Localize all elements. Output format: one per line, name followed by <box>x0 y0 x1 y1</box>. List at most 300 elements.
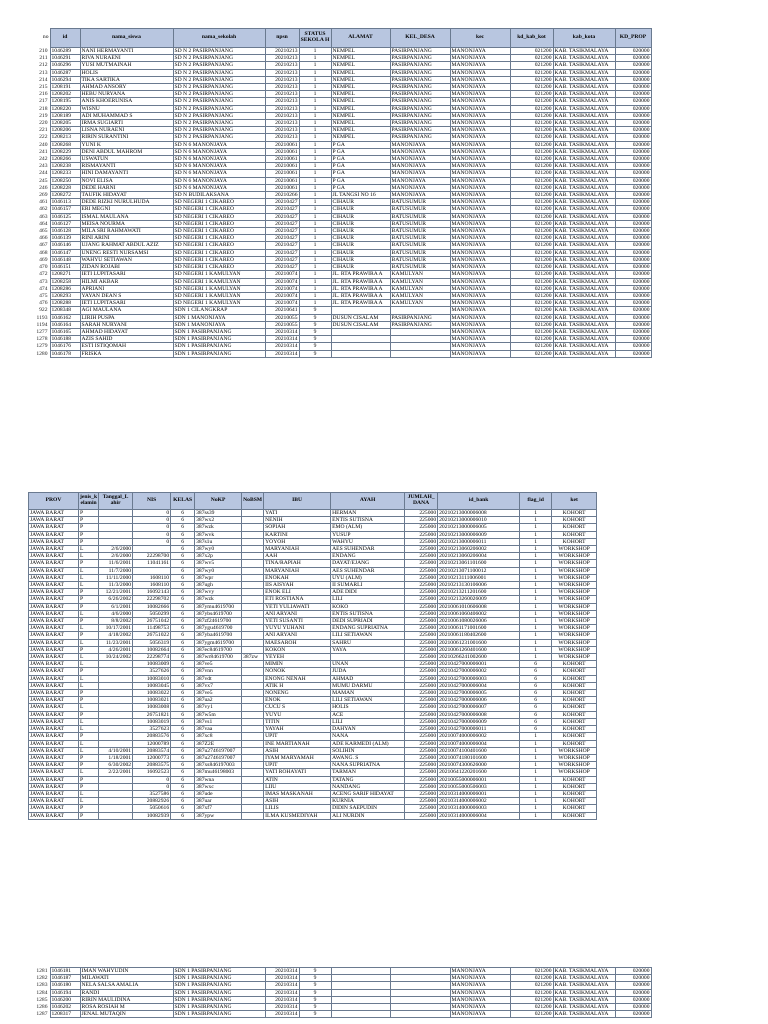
table-cell <box>242 639 264 646</box>
table-cell: L <box>79 747 99 754</box>
funding-table <box>28 492 597 820</box>
table-cell: 6 <box>520 726 552 733</box>
table-cell: 10082666 <box>133 603 171 610</box>
table-row <box>29 618 597 625</box>
table-cell: KAB. TASIKMALAYA <box>553 127 615 134</box>
table-cell: 20210314000006004 <box>438 812 520 819</box>
table-row <box>22 163 651 170</box>
table-cell <box>242 553 264 560</box>
table-cell: 9 <box>299 336 331 343</box>
table-cell: 1 <box>299 156 331 163</box>
table-cell: P <box>79 690 99 697</box>
table-cell: RIRIN MAULIDINA <box>80 996 173 1003</box>
table-cell: 1046202 <box>50 1004 80 1011</box>
table-cell: 20210213071100012 <box>438 567 520 574</box>
table-row <box>22 271 651 278</box>
table-cell: CIHAUR <box>331 249 390 256</box>
table-cell: 1 <box>299 278 331 285</box>
table-cell: 6 <box>171 546 195 553</box>
table-cell: 20210074180101600 <box>438 754 520 761</box>
table-cell: 1208268 <box>50 141 80 148</box>
table-cell: 11/23/2001 <box>99 639 133 646</box>
table-cell: KOHORT <box>552 510 597 517</box>
table-cell: KOHORT <box>552 668 597 675</box>
table-cell: SD NEGERI 1 KAMULYAN <box>173 292 265 299</box>
table-cell: 6 <box>171 711 195 718</box>
table-cell: 020000 <box>615 127 651 134</box>
table-cell: 021200 <box>510 307 553 314</box>
table-cell <box>242 798 264 805</box>
table-cell: CUCU S <box>264 704 331 711</box>
table-cell: 1208191 <box>50 84 80 91</box>
table-cell: 225000 <box>405 668 438 675</box>
table-cell: SD NEGERI 1 CIKAREO <box>173 235 265 242</box>
table-cell: 020000 <box>615 76 651 83</box>
table-row <box>22 112 651 119</box>
table-cell: 20210213061101600 <box>438 560 520 567</box>
table-cell: AHMAD HIDAYAT <box>80 328 173 335</box>
table-cell: NEMPEL <box>331 84 390 91</box>
row-number: 463 <box>39 213 48 220</box>
table-cell: KOKO <box>331 603 405 610</box>
table-cell: WAHYU <box>331 538 405 545</box>
table-cell: JAWA BARAT <box>29 704 79 711</box>
table-cell <box>99 805 133 812</box>
table-cell: P GA <box>331 141 390 148</box>
table-cell: 020000 <box>615 307 651 314</box>
table-cell: WORKSHOP <box>552 654 597 661</box>
table-row <box>29 560 597 567</box>
table-cell: SD N 2 PASIRPANJANG <box>173 84 265 91</box>
table-cell <box>99 718 133 725</box>
table-cell: WORKSHOP <box>552 754 597 761</box>
table-cell <box>390 1004 450 1011</box>
table-cell: P GA <box>331 148 390 155</box>
table-cell: JAWA BARAT <box>29 805 79 812</box>
table-cell: 11/3/2000 <box>99 582 133 589</box>
table-cell: 6 <box>171 567 195 574</box>
table-cell: 10083045 <box>133 682 171 689</box>
table-cell: 26751022 <box>133 632 171 639</box>
table-row <box>22 213 651 220</box>
table-cell: 9 <box>299 968 331 975</box>
table-row <box>22 84 651 91</box>
table-cell: 1046289 <box>50 48 80 55</box>
table-cell: 1208202 <box>50 91 80 98</box>
table-cell: 1 <box>520 531 552 538</box>
table-cell: ADI MUHAMMAD S <box>80 112 173 119</box>
table-cell: SOPIAH <box>264 524 331 531</box>
table-cell: 6 <box>171 661 195 668</box>
table-cell: 0 <box>133 524 171 531</box>
table-cell: 20210427000006004 <box>438 682 520 689</box>
table-cell: JAWA BARAT <box>29 632 79 639</box>
table-cell: KAB. TASIKMALAYA <box>553 968 615 975</box>
table-cell: 10083019 <box>133 718 171 725</box>
table-cell: SDN 1 PASIRPANJANG <box>173 1011 265 1018</box>
table-cell: ACE <box>331 711 405 718</box>
table-cell: 1 <box>299 120 331 127</box>
table-cell: P <box>79 632 99 639</box>
table-cell: 1 <box>520 546 552 553</box>
table-cell: YETI YULIAWATI <box>264 603 331 610</box>
table-cell: 1 <box>520 574 552 581</box>
table-row <box>29 704 597 711</box>
table-cell: MANONJAYA <box>390 141 450 148</box>
column-header: NoKP <box>195 493 242 510</box>
table-cell: JAWA BARAT <box>29 560 79 567</box>
table-cell: NELA SALSA AMALIA <box>80 982 173 989</box>
table-cell: 1 <box>299 62 331 69</box>
table-cell: KAB. TASIKMALAYA <box>553 982 615 989</box>
table-row <box>29 582 597 589</box>
table-cell: 387u2746197007 <box>195 754 242 761</box>
table-cell: JAWA BARAT <box>29 596 79 603</box>
table-cell: YUSUP <box>331 531 405 538</box>
table-cell: 20210213000006005 <box>438 524 520 531</box>
table-cell: JAWA BARAT <box>29 589 79 596</box>
table-cell: CIHAUR <box>331 256 390 263</box>
table-cell: NANA <box>331 733 405 740</box>
table-cell: 6 <box>171 740 195 747</box>
table-cell: WORKSHOP <box>552 603 597 610</box>
table-cell: KAB. TASIKMALAYA <box>553 134 615 141</box>
table-cell: MEISA NOURMA <box>80 220 173 227</box>
table-cell: L <box>79 625 99 632</box>
table-row <box>22 170 651 177</box>
table-cell: 20210061171001600 <box>438 625 520 632</box>
table-row <box>29 625 597 632</box>
table-cell: IRMA SUGIARTI <box>80 120 173 127</box>
table-cell: ETI ROSTIANA <box>264 596 331 603</box>
table-row <box>29 711 597 718</box>
table-cell: 225000 <box>405 704 438 711</box>
table-cell <box>242 582 264 589</box>
table-cell: 9 <box>299 314 331 321</box>
table-cell: 387wy0 <box>195 546 242 553</box>
table-cell: MANONJAYA <box>450 249 510 256</box>
table-cell: SD N 2 PASIRPANJANG <box>173 134 265 141</box>
table-cell: SDN 1 PASIRPANJANG <box>173 336 265 343</box>
table-cell: KAB. TASIKMALAYA <box>553 256 615 263</box>
table-cell: SD N 2 PASIRPANJANG <box>173 112 265 119</box>
table-cell: SDN 1 CILANGKRAP <box>173 307 265 314</box>
table-cell: 1 <box>299 213 331 220</box>
table-cell: MANONJAYA <box>450 328 510 335</box>
table-cell: L <box>79 546 99 553</box>
table-cell: 20210427 <box>265 206 299 213</box>
table-cell: WORKSHOP <box>552 762 597 769</box>
table-cell: MANONJAYA <box>450 105 510 112</box>
table-cell: KAB. TASIKMALAYA <box>553 278 615 285</box>
table-cell: JAWA BARAT <box>29 610 79 617</box>
table-cell: 225000 <box>405 538 438 545</box>
table-cell: 20210213000006011 <box>438 538 520 545</box>
table-cell: MANONJAYA <box>450 1011 510 1018</box>
table-cell: 1 <box>520 589 552 596</box>
table-row <box>22 292 651 299</box>
row-number: 474 <box>39 285 48 292</box>
table-cell: 20210427000006003 <box>438 675 520 682</box>
table-cell: KAB. TASIKMALAYA <box>553 206 615 213</box>
table-cell: 6 <box>171 538 195 545</box>
table-cell: KOKON <box>264 646 331 653</box>
table-row <box>22 141 651 148</box>
row-number: 1280 <box>36 350 48 357</box>
row-number: 473 <box>39 278 48 285</box>
table-cell <box>390 328 450 335</box>
table-cell: MANONJAYA <box>450 148 510 155</box>
table-cell <box>242 632 264 639</box>
table-cell: YOYOH <box>264 538 331 545</box>
column-header: nama_siswa <box>80 29 173 48</box>
table-cell: 021200 <box>510 69 553 76</box>
table-cell: 9 <box>299 996 331 1003</box>
column-header: ket <box>552 493 597 510</box>
table-row <box>29 546 597 553</box>
row-number: 219 <box>39 112 48 119</box>
table-cell: 20210314 <box>265 336 299 343</box>
table-cell: ADE KARMEDI (ALM) <box>331 740 405 747</box>
table-cell: 225000 <box>405 646 438 653</box>
table-cell <box>242 711 264 718</box>
row-number: 1287 <box>36 1011 48 1018</box>
table-row <box>29 740 597 747</box>
table-cell: 387vdt <box>195 675 242 682</box>
table-cell: 20210427 <box>265 264 299 271</box>
table-cell: NEMPEL <box>331 98 390 105</box>
table-cell <box>242 675 264 682</box>
table-cell <box>99 798 133 805</box>
table-cell: 020000 <box>615 336 651 343</box>
table-cell: NANI HERMAYANTI <box>80 48 173 55</box>
table-cell: 1608110 <box>133 582 171 589</box>
table-cell: SDN 1 PASIRPANJANG <box>173 968 265 975</box>
table-cell: 020000 <box>615 242 651 249</box>
table-cell: 020000 <box>615 141 651 148</box>
table-cell: P <box>79 776 99 783</box>
table-cell: MANONJAYA <box>450 989 510 996</box>
table-cell: 4/6/2000 <box>99 610 133 617</box>
table-cell: JAWA BARAT <box>29 639 79 646</box>
table-cell: 6 <box>171 790 195 797</box>
table-cell: 225000 <box>405 682 438 689</box>
table-cell: 9 <box>299 321 331 328</box>
table-cell: 6 <box>171 783 195 790</box>
table-cell: 021200 <box>510 199 553 206</box>
table-cell: 1 <box>299 285 331 292</box>
table-cell: RIRIN SURANTINI <box>80 134 173 141</box>
table-row <box>22 300 651 307</box>
table-cell: 387ve5 <box>195 661 242 668</box>
table-row <box>22 1011 651 1018</box>
table-cell: SDN 1 MANONJAYA <box>173 314 265 321</box>
student-school-table-body <box>22 48 651 358</box>
table-cell: 1 <box>299 206 331 213</box>
table-cell: 1046187 <box>50 975 80 982</box>
table-cell: 20210061 <box>265 141 299 148</box>
table-cell: 1 <box>299 300 331 307</box>
table-cell: SD NEGERI 1 CIKAREO <box>173 213 265 220</box>
table-cell: CIHAUR <box>331 213 390 220</box>
table-cell: KARTINI <box>264 531 331 538</box>
column-header: KEL_DESA <box>390 29 450 48</box>
table-cell: MANONJAYA <box>390 184 450 191</box>
table-cell: KAB. TASIKMALAYA <box>553 98 615 105</box>
table-cell: 020000 <box>615 343 651 350</box>
table-cell: MANONJAYA <box>450 271 510 278</box>
table-cell: NEMPEL <box>331 69 390 76</box>
table-cell: 1 <box>299 228 331 235</box>
table-cell: TATANG <box>331 776 405 783</box>
table-cell: MANONJAYA <box>390 192 450 199</box>
table-cell: 225000 <box>405 711 438 718</box>
table-cell <box>331 328 390 335</box>
table-row <box>29 733 597 740</box>
table-cell: 021200 <box>510 1011 553 1018</box>
table-cell: 1 <box>299 235 331 242</box>
table-cell: 1046200 <box>50 996 80 1003</box>
column-header: Tanggal_L ahir <box>99 493 133 510</box>
table-cell: 20210213 <box>265 127 299 134</box>
table-cell: 020000 <box>615 1011 651 1018</box>
table-cell: 20210314 <box>265 1004 299 1011</box>
table-cell: 021200 <box>510 314 553 321</box>
table-cell: JAWA BARAT <box>29 524 79 531</box>
table-cell: L <box>79 582 99 589</box>
table-cell: NEMPEL <box>331 55 390 62</box>
table-cell: 020000 <box>615 156 651 163</box>
table-cell <box>331 968 390 975</box>
table-cell: MANONJAYA <box>450 192 510 199</box>
table-cell: P GA <box>331 156 390 163</box>
table-cell: ANI ARYANI <box>264 632 331 639</box>
table-cell: IETI LUPITASARI <box>80 271 173 278</box>
table-cell: NEMPEL <box>331 91 390 98</box>
table-cell: 021200 <box>510 285 553 292</box>
table-row <box>22 328 651 335</box>
table-cell: TARMAN <box>331 769 405 776</box>
table-cell: 10083009 <box>133 661 171 668</box>
table-cell: MANONJAYA <box>450 292 510 299</box>
row-number: 1283 <box>36 982 48 989</box>
table-cell: 225000 <box>405 690 438 697</box>
table-cell: MANONJAYA <box>450 48 510 55</box>
row-number: 214 <box>39 76 48 83</box>
table-cell: 387xc8 <box>195 733 242 740</box>
column-header: flag_id <box>520 493 552 510</box>
table-cell: KAB. TASIKMALAYA <box>553 69 615 76</box>
table-cell: PASIRPANJANG <box>390 98 450 105</box>
table-cell <box>390 1011 450 1018</box>
table-cell: SD NEGERI 1 KAMULYAN <box>173 300 265 307</box>
table-cell: 6 <box>171 639 195 646</box>
row-number: 466 <box>39 235 48 242</box>
table-cell: 387vnn <box>195 668 242 675</box>
table-cell: 021200 <box>510 134 553 141</box>
table-cell: SD N 6 MANONJAYA <box>173 163 265 170</box>
table-cell: 021200 <box>510 328 553 335</box>
table-cell: 9 <box>299 350 331 357</box>
table-cell: 021200 <box>510 148 553 155</box>
table-cell: 225000 <box>405 790 438 797</box>
table-cell: P <box>79 754 99 761</box>
table-row <box>22 249 651 256</box>
table-cell: MANONJAYA <box>450 177 510 184</box>
table-cell: 20210213 <box>265 55 299 62</box>
row-number: 461 <box>39 199 48 206</box>
table-cell: 1208288 <box>50 300 80 307</box>
column-header: PROV <box>29 493 79 510</box>
table-row <box>29 654 597 661</box>
table-cell: MANONJAYA <box>390 156 450 163</box>
table-row <box>22 48 651 55</box>
table-cell <box>390 968 450 975</box>
table-cell: 9 <box>299 1004 331 1011</box>
table-cell: 1 <box>299 48 331 55</box>
table-cell: JAWA BARAT <box>29 726 79 733</box>
table-cell: YATI ROHAYATI <box>264 769 331 776</box>
table-cell <box>242 762 264 769</box>
table-cell: 1208220 <box>50 105 80 112</box>
funding-table-header <box>29 493 597 510</box>
table-cell: 20210213 <box>265 112 299 119</box>
table-cell: 021200 <box>510 220 553 227</box>
table-cell: YUYU <box>264 711 331 718</box>
row-number: 467 <box>39 242 48 249</box>
table-cell: 020000 <box>615 148 651 155</box>
table-cell: 020000 <box>615 1004 651 1011</box>
table-cell: KAB. TASIKMALAYA <box>553 105 615 112</box>
table-cell: KAB. TASIKMALAYA <box>553 235 615 242</box>
table-cell: 10083010 <box>133 675 171 682</box>
table-cell: 1/18/2001 <box>99 754 133 761</box>
table-cell: 387xs846197003 <box>195 762 242 769</box>
table-cell: 0 <box>133 531 171 538</box>
table-cell: P <box>79 510 99 517</box>
table-cell: ADE DIDI <box>331 589 405 596</box>
table-cell: JAWA BARAT <box>29 697 79 704</box>
table-row <box>22 199 651 206</box>
table-cell <box>99 690 133 697</box>
table-cell <box>242 740 264 747</box>
table-cell: MANONJAYA <box>450 343 510 350</box>
table-cell: 20210427000006008 <box>438 711 520 718</box>
table-cell: 020000 <box>615 192 651 199</box>
row-number: 1282 <box>36 975 48 982</box>
table-cell: 20210055000006001 <box>438 776 520 783</box>
table-row <box>22 256 651 263</box>
table-cell: WORKSHOP <box>552 567 597 574</box>
table-cell: PASIRPANJANG <box>390 55 450 62</box>
table-cell: 021200 <box>510 156 553 163</box>
table-cell <box>99 776 133 783</box>
table-cell: JAWA BARAT <box>29 582 79 589</box>
table-cell: 1046146 <box>50 242 80 249</box>
row-number: 1279 <box>36 343 48 350</box>
table-cell: 6 <box>171 769 195 776</box>
table-cell: 1046157 <box>50 206 80 213</box>
column-header: ALAMAT <box>331 29 390 48</box>
table-cell: 020000 <box>615 285 651 292</box>
table-cell: CIHAUR <box>331 206 390 213</box>
table-cell <box>390 996 450 1003</box>
table-row <box>22 321 651 328</box>
table-cell: NANDANG <box>331 783 405 790</box>
table-cell: 20210427 <box>265 220 299 227</box>
table-row <box>22 336 651 343</box>
table-cell: MANONJAYA <box>450 163 510 170</box>
